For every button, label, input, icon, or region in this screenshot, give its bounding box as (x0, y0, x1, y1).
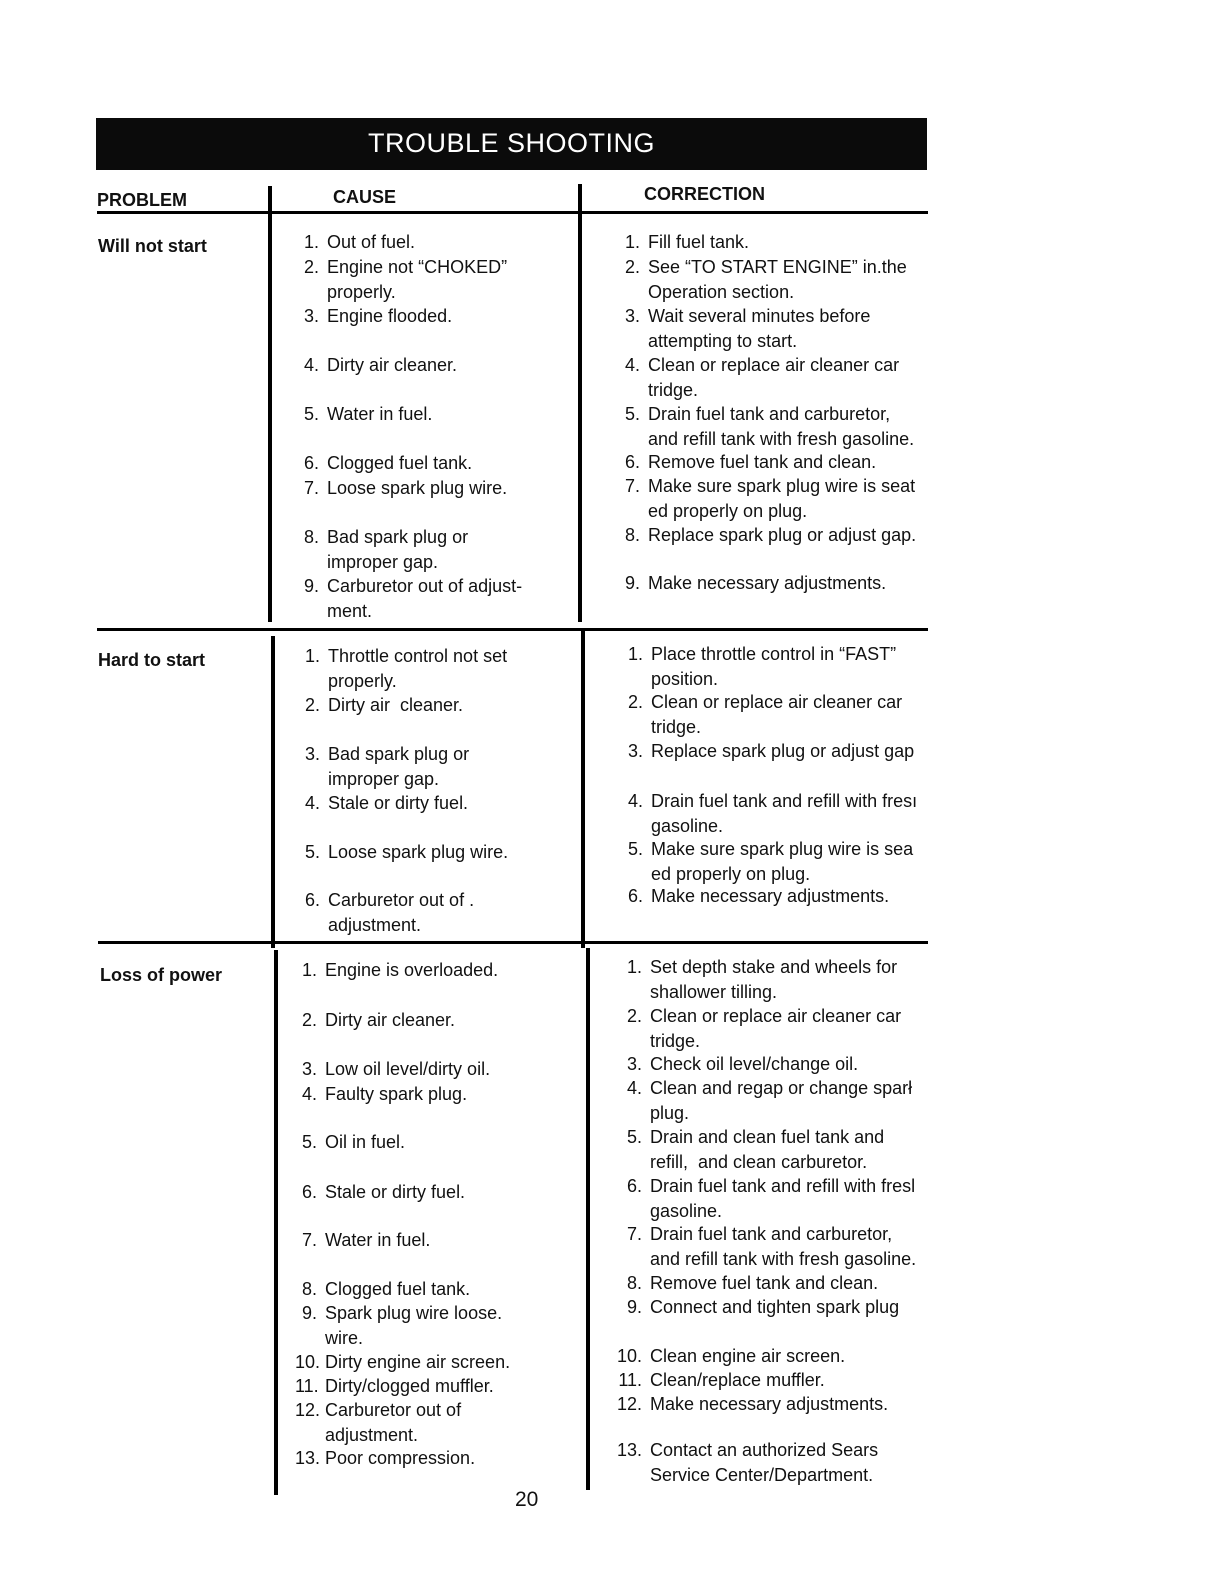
cause-number: 6. (304, 890, 320, 910)
correction-text: Clean/replace muffler. (650, 1370, 825, 1390)
correction-text: Make necessary adjustments. (651, 886, 890, 906)
cause-number: 5. (304, 842, 320, 862)
cause-number: 6. (303, 453, 319, 473)
correction-number: 9. (626, 1297, 642, 1317)
cause-number: 7. (303, 478, 319, 498)
correction-text: Place throttle control in “FAST” position. (651, 644, 897, 689)
correction-text: Replace spark plug or adjust gap. (648, 525, 917, 545)
cause-text: Low oil level/dirty oil. (325, 1059, 491, 1079)
cause-number: 2. (303, 257, 319, 277)
correction-text: Contact an authorized Sears Service Center/Department. (650, 1440, 879, 1485)
correction-text: Drain fuel tank and refill with fresı gasoline. (651, 791, 918, 836)
correction-text: Make necessary adjustments. (648, 573, 887, 593)
correction-divider-1 (578, 184, 582, 622)
correction-text: Drain and clean fuel tank and refill, and clean carburetor. (650, 1127, 885, 1172)
cause-text: Stale or dirty fuel. (325, 1182, 466, 1202)
cause-number: 6. (301, 1182, 317, 1202)
cause-text: Dirty air cleaner. (327, 355, 458, 375)
cause-text: Carburetor out of adjust- ment. (327, 576, 523, 621)
correction-number: 3. (626, 1054, 642, 1074)
section-rule-1 (97, 628, 928, 631)
cause-number: 1. (303, 232, 319, 252)
cause-divider-1 (268, 186, 272, 622)
cause-number: 10. (295, 1352, 321, 1372)
cause-text: Clogged fuel tank. (327, 453, 473, 473)
correction-number: 1. (626, 957, 642, 977)
correction-divider-3 (586, 948, 590, 1490)
cause-text: Engine is overloaded. (325, 960, 499, 980)
cause-number: 12. (295, 1400, 321, 1420)
correction-text: Set depth stake and wheels for shallower tilling. (650, 957, 898, 1002)
cause-number: 1. (301, 960, 317, 980)
correction-text: Check oil level/change oil. (650, 1054, 859, 1074)
cause-text: Clogged fuel tank. (325, 1279, 471, 1299)
cause-number: 3. (303, 306, 319, 326)
cause-number: 8. (301, 1279, 317, 1299)
problem-label-hard-to-start: Hard to start (98, 650, 206, 670)
correction-text: Clean or replace air cleaner car tridge. (650, 1006, 902, 1051)
cause-number: 5. (303, 404, 319, 424)
page-title: TROUBLE SHOOTING (367, 128, 656, 158)
correction-number: 4. (626, 1078, 642, 1098)
cause-number: 4. (303, 355, 319, 375)
cause-number: 11. (295, 1376, 319, 1396)
cause-number: 5. (301, 1132, 317, 1152)
header-cause: CAUSE (333, 187, 397, 207)
cause-text: Loose spark plug wire. (328, 842, 509, 862)
correction-number: 8. (626, 1273, 642, 1293)
cause-number: 4. (304, 793, 320, 813)
correction-number: 11. (618, 1370, 642, 1390)
cause-text: Spark plug wire loose. wire. (325, 1303, 503, 1348)
cause-text: Carburetor out of adjustment. (325, 1400, 462, 1445)
cause-number: 2. (301, 1010, 317, 1030)
correction-number: 3. (627, 741, 643, 761)
correction-text: Remove fuel tank and clean. (648, 452, 877, 472)
correction-text: Drain fuel tank and carburetor, and refill tank with fresh gasoline. (648, 404, 915, 449)
correction-number: 1. (627, 644, 643, 664)
correction-number: 8. (624, 525, 640, 545)
cause-text: Water in fuel. (325, 1230, 431, 1250)
problem-label-loss-of-power: Loss of power (100, 965, 223, 985)
cause-text: Loose spark plug wire. (327, 478, 508, 498)
correction-text: Clean and regap or change sparł plug. (650, 1078, 913, 1123)
cause-text: Out of fuel. (327, 232, 416, 252)
correction-number: 12. (616, 1394, 642, 1414)
cause-text: Engine not “CHOKED” properly. (327, 257, 508, 302)
correction-number: 6. (624, 452, 640, 472)
cause-divider-2 (271, 636, 275, 948)
page-number: 20 (515, 1488, 539, 1511)
correction-number: 1. (624, 232, 640, 252)
cause-number: 2. (304, 695, 320, 715)
cause-divider-3 (274, 950, 278, 1495)
correction-text: Make necessary adjustments. (650, 1394, 889, 1414)
correction-number: 7. (624, 476, 640, 496)
correction-text: Clean or replace air cleaner car tridge. (648, 355, 900, 400)
cause-text: Oil in fuel. (325, 1132, 406, 1152)
problem-label-will-not-start: Will not start (98, 236, 207, 256)
correction-number: 4. (627, 791, 643, 811)
correction-text: Fill fuel tank. (648, 232, 750, 252)
correction-text: Drain fuel tank and carburetor, and refill tank with fresh gasoline. (650, 1224, 917, 1269)
correction-number: 9. (624, 573, 640, 593)
correction-divider-2 (581, 630, 585, 948)
cause-number: 9. (303, 576, 319, 596)
correction-text: Drain fuel tank and refill with fresl gasoline. (650, 1176, 916, 1221)
cause-text: Bad spark plug or improper gap. (328, 744, 470, 789)
correction-number: 2. (627, 692, 643, 712)
correction-number: 5. (626, 1127, 642, 1147)
cause-text: Throttle control not set properly. (328, 646, 508, 691)
correction-text: Make sure spark plug wire is seat ed properly on plug. (648, 476, 916, 521)
correction-number: 3. (624, 306, 640, 326)
cause-number: 1. (304, 646, 320, 666)
header-rule (97, 211, 928, 214)
correction-text: Make sure spark plug wire is sea ed properly on plug. (651, 839, 914, 884)
correction-number: 2. (624, 257, 640, 277)
correction-number: 2. (626, 1006, 642, 1026)
header-problem: PROBLEM (97, 190, 187, 210)
cause-number: 7. (301, 1230, 317, 1250)
cause-text: Dirty air cleaner. (325, 1010, 456, 1030)
correction-number: 7. (626, 1224, 642, 1244)
cause-text: Water in fuel. (327, 404, 433, 424)
correction-number: 5. (624, 404, 640, 424)
cause-number: 13. (295, 1448, 321, 1468)
correction-number: 6. (627, 886, 643, 906)
cause-text: Stale or dirty fuel. (328, 793, 469, 813)
cause-text: Dirty engine air screen. (325, 1352, 511, 1372)
correction-text: Wait several minutes before attempting to start. (648, 306, 871, 351)
correction-text: Connect and tighten spark plug (650, 1297, 900, 1317)
cause-text: Poor compression. (325, 1448, 476, 1468)
cause-number: 4. (301, 1084, 317, 1104)
cause-number: 9. (301, 1303, 317, 1323)
cause-text: Carburetor out of . adjustment. (328, 890, 475, 935)
correction-text: Clean or replace air cleaner car tridge. (651, 692, 903, 737)
correction-number: 6. (626, 1176, 642, 1196)
cause-text: Dirty/clogged muffler. (325, 1376, 494, 1396)
cause-number: 8. (303, 527, 319, 547)
correction-number: 5. (627, 839, 643, 859)
cause-text: Faulty spark plug. (325, 1084, 468, 1104)
cause-text: Engine flooded. (327, 306, 453, 326)
section-rule-2 (98, 941, 928, 944)
correction-text: See “TO START ENGINE” in.the Operation section. (648, 257, 907, 302)
cause-text: Dirty air cleaner. (328, 695, 464, 715)
header-correction: CORRECTION (644, 184, 765, 204)
cause-number: 3. (304, 744, 320, 764)
correction-number: 13. (616, 1440, 642, 1460)
cause-number: 3. (301, 1059, 317, 1079)
cause-text: Bad spark plug or improper gap. (327, 527, 469, 572)
correction-number: 10. (616, 1346, 642, 1366)
title-banner (96, 118, 927, 170)
correction-text: Replace spark plug or adjust gap (651, 741, 915, 761)
correction-text: Clean engine air screen. (650, 1346, 846, 1366)
correction-number: 4. (624, 355, 640, 375)
correction-text: Remove fuel tank and clean. (650, 1273, 879, 1293)
